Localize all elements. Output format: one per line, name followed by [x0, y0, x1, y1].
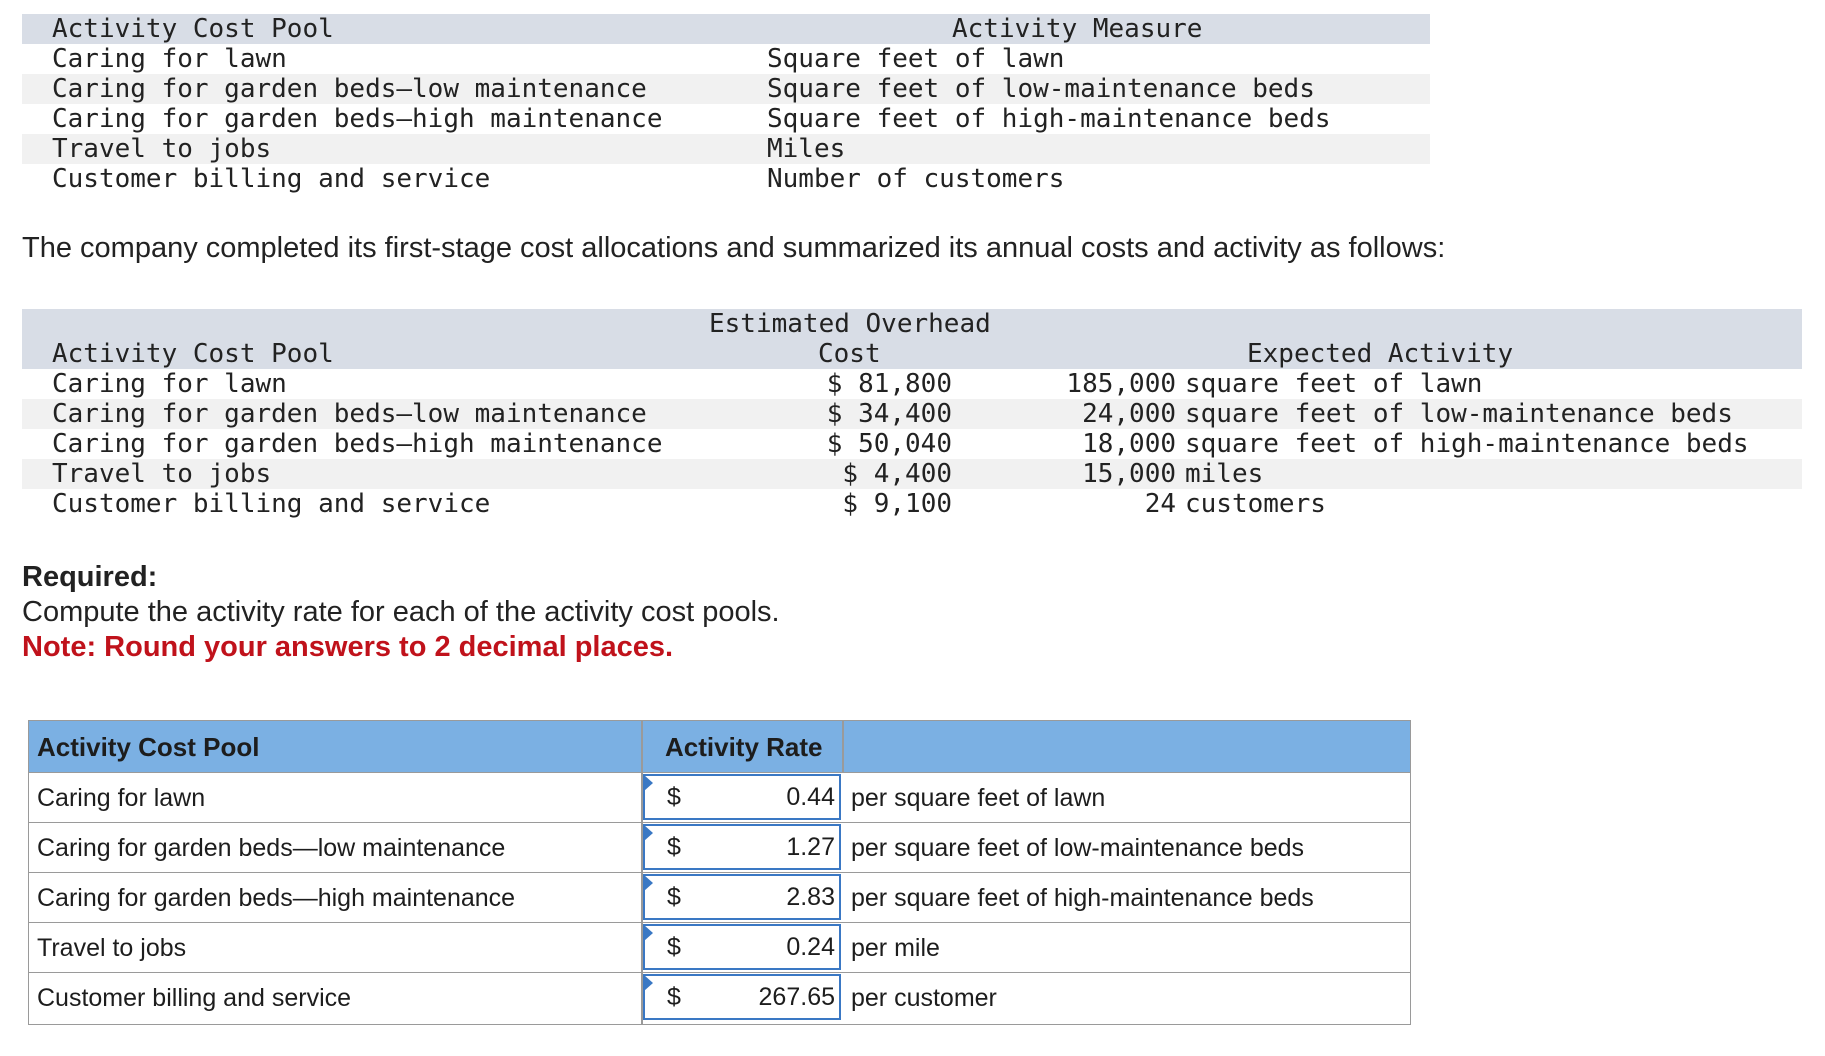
rate-unit-label: per mile [851, 934, 940, 962]
pool-cell: Caring for garden beds–low maintenance [52, 399, 647, 429]
currency-symbol: $ [667, 983, 681, 1011]
pool-cell: Caring for garden beds–low maintenance [52, 74, 647, 104]
rate-value[interactable]: 2.83 [786, 883, 835, 911]
currency-symbol: $ [667, 833, 681, 861]
quantity-cell: 24 [1144, 489, 1176, 519]
rate-unit-label: per square feet of lawn [851, 784, 1106, 812]
table-row [22, 489, 1802, 519]
pool-cell: Travel to jobs [52, 134, 272, 164]
required-instruction: Compute the activity rate for each of the activity cost pools. [22, 596, 780, 628]
unit-cell: square feet of high-maintenance beds [1185, 429, 1749, 459]
required-title: Required: [22, 561, 158, 593]
activity-rate-answer-table [28, 720, 1411, 1025]
activity-measure-table [22, 14, 1430, 194]
answer-row [29, 873, 1410, 923]
header-activity-cost-pool: Activity Cost Pool [37, 732, 260, 762]
answer-table-header [29, 721, 1410, 773]
column-divider [842, 721, 844, 773]
pool-name: Travel to jobs [37, 934, 187, 962]
pool-cell: Travel to jobs [52, 459, 272, 489]
rate-value[interactable]: 267.65 [758, 983, 835, 1011]
table-row [22, 399, 1802, 429]
pool-name: Customer billing and service [37, 984, 352, 1012]
measure-cell: Miles [767, 134, 846, 164]
pool-cell: Caring for lawn [52, 44, 287, 74]
pool-name: Caring for garden beds—low maintenance [37, 834, 506, 862]
measure-cell: Square feet of low-maintenance beds [767, 74, 1315, 104]
measure-cell: Square feet of high-maintenance beds [767, 104, 1331, 134]
unit-cell: customers [1185, 489, 1326, 519]
table-row [22, 429, 1802, 459]
rounding-note: Note: Round your answers to 2 decimal places. [22, 631, 674, 663]
header-cost: Cost [818, 339, 881, 369]
measure-cell: Number of customers [767, 164, 1065, 194]
rate-unit-label: per square feet of high-maintenance beds [851, 884, 1314, 912]
measure-cell: Square feet of lawn [767, 44, 1065, 74]
activity-rate-input[interactable] [643, 974, 841, 1020]
answer-row [29, 823, 1410, 873]
unit-cell: square feet of low-maintenance beds [1185, 399, 1733, 429]
unit-cell: square feet of lawn [1185, 369, 1483, 399]
input-marker-icon [644, 775, 653, 791]
currency-symbol: $ [667, 783, 681, 811]
table-row [22, 104, 1430, 134]
activity-rate-input[interactable] [643, 774, 841, 820]
pool-name: Caring for garden beds—high maintenance [37, 884, 516, 912]
currency-symbol: $ [667, 933, 681, 961]
rate-value[interactable]: 0.24 [786, 933, 835, 961]
table-row [22, 134, 1430, 164]
header-activity-rate: Activity Rate [665, 732, 823, 762]
header-estimated-overhead: Estimated Overhead [709, 309, 991, 339]
header-activity-cost-pool: Activity Cost Pool [52, 14, 334, 44]
header-activity-measure: Activity Measure [952, 14, 1203, 44]
table-row [22, 74, 1430, 104]
table-header-row [22, 14, 1430, 44]
cost-cell: $ 50,040 [826, 429, 952, 459]
currency-symbol: $ [667, 883, 681, 911]
cost-cell: $ 4,400 [842, 459, 952, 489]
pool-cell: Caring for garden beds–high maintenance [52, 104, 663, 134]
quantity-cell: 15,000 [1082, 459, 1176, 489]
table-header-row [22, 309, 1802, 369]
unit-cell: miles [1185, 459, 1264, 489]
header-activity-cost-pool: Activity Cost Pool [52, 339, 334, 369]
cost-cell: $ 9,100 [842, 489, 952, 519]
pool-cell: Customer billing and service [52, 164, 491, 194]
required-section [22, 560, 780, 665]
table-row [22, 164, 1430, 194]
activity-rate-input[interactable] [643, 874, 841, 920]
quantity-cell: 185,000 [1066, 369, 1176, 399]
input-marker-icon [644, 825, 653, 841]
rate-value[interactable]: 0.44 [786, 783, 835, 811]
intro-paragraph: The company completed its first-stage cost allocations and summarized its annual costs and activity as follows: [22, 232, 1446, 264]
table-row [22, 369, 1802, 399]
answer-row [29, 973, 1410, 1023]
rate-unit-label: per customer [851, 984, 997, 1012]
rate-unit-label: per square feet of low-maintenance beds [851, 834, 1305, 862]
rate-value[interactable]: 1.27 [786, 833, 835, 861]
table-row [22, 44, 1430, 74]
pool-cell: Customer billing and service [52, 489, 491, 519]
activity-rate-input[interactable] [643, 924, 841, 970]
activity-rate-input[interactable] [643, 824, 841, 870]
input-marker-icon [644, 925, 653, 941]
cost-cell: $ 34,400 [826, 399, 952, 429]
pool-cell: Caring for garden beds–high maintenance [52, 429, 663, 459]
quantity-cell: 24,000 [1082, 399, 1176, 429]
overhead-cost-table [22, 309, 1802, 519]
answer-row [29, 773, 1410, 823]
pool-cell: Caring for lawn [52, 369, 287, 399]
cost-cell: $ 81,800 [826, 369, 952, 399]
pool-name: Caring for lawn [37, 784, 206, 812]
input-marker-icon [644, 875, 653, 891]
quantity-cell: 18,000 [1082, 429, 1176, 459]
answer-row [29, 923, 1410, 973]
header-expected-activity: Expected Activity [1247, 339, 1514, 369]
input-marker-icon [644, 975, 653, 991]
table-row [22, 459, 1802, 489]
